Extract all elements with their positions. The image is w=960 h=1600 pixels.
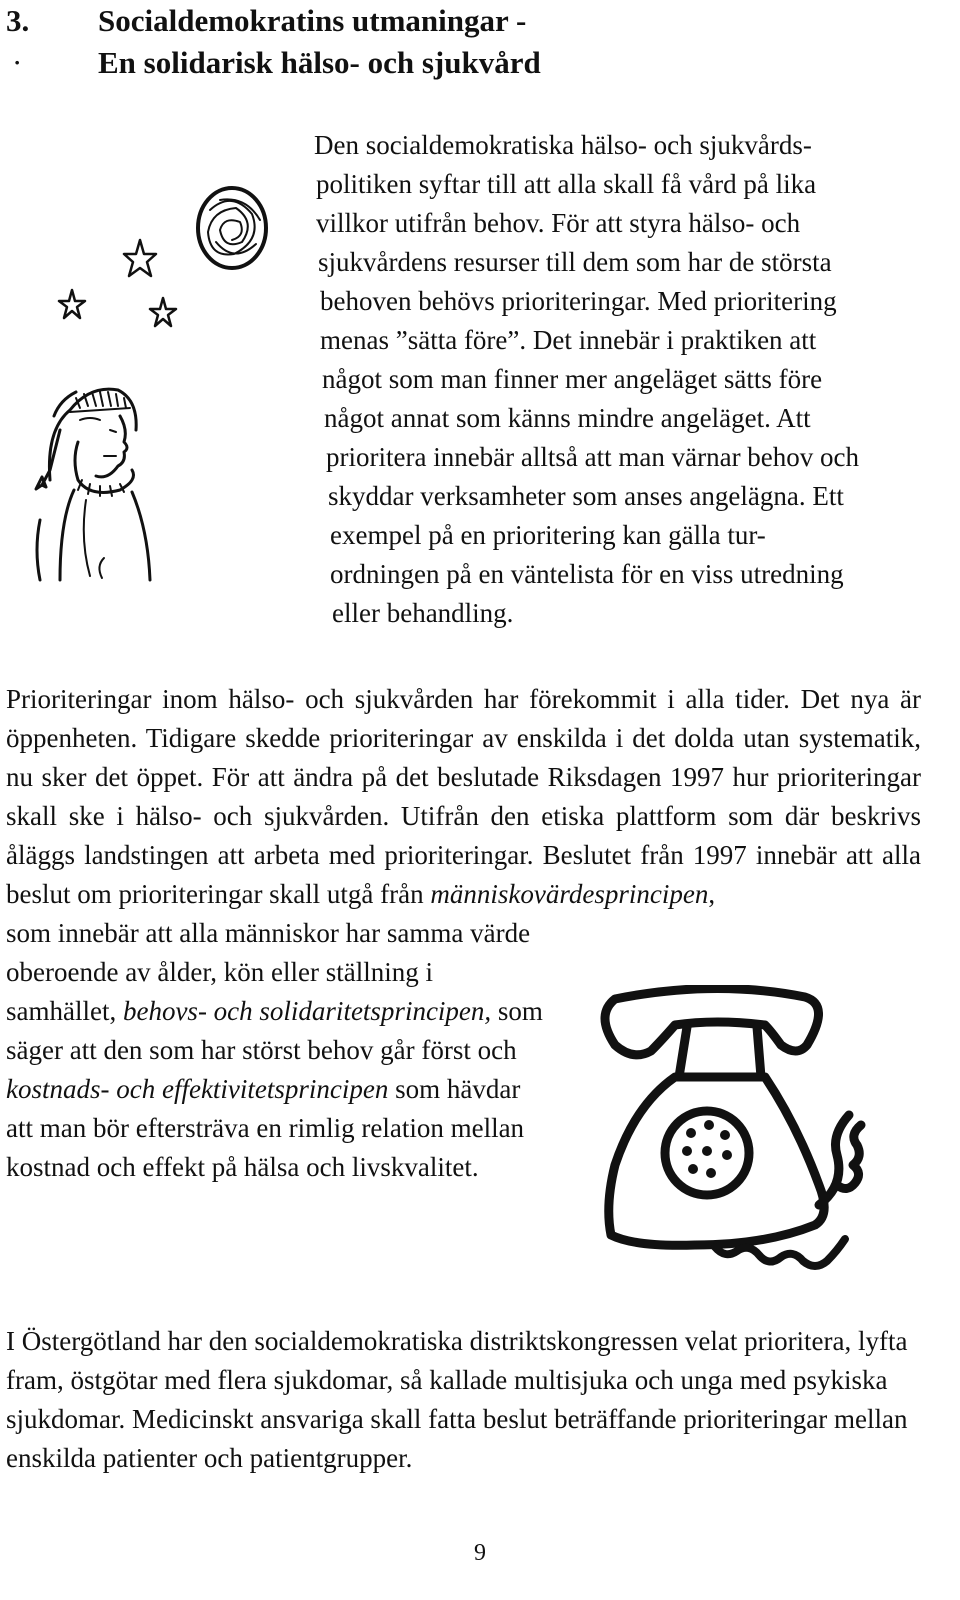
star-icon [124, 240, 156, 276]
paragraph-text: som hävdar att man bör eftersträva en rimlig relation mellan kostnad och effekt på hälsa och livskvalitet. [6, 1074, 525, 1182]
star-icon [59, 290, 85, 318]
punctuation: , [708, 879, 716, 909]
intro-line: behoven behövs prioriteringar. Med prioritering [320, 286, 837, 316]
intro-line: menas ”sätta före”. Det innebär i praktiken att [320, 325, 817, 355]
heading-bullet: · [12, 45, 23, 80]
intro-line: något annat som känns mindre angeläget. Att [324, 403, 811, 433]
intro-line: politiken syftar till att alla skall få vård på lika [316, 169, 817, 199]
intro-line: eller behandling. [332, 598, 514, 628]
chapter-title-line2: En solidarisk hälso- och sjukvård [98, 45, 541, 80]
page-number: 9 [474, 1540, 486, 1566]
telephone-illustration [575, 985, 875, 1295]
intro-line: skyddar verksamheter som anses angelägna. Ett [328, 481, 844, 511]
moon-icon [198, 188, 266, 268]
star-icon [150, 298, 176, 326]
principle-need-solidarity: behovs- och solidaritetsprincipen, [122, 996, 492, 1026]
intro-line: exempel på en prioritering kan gälla tur- [330, 520, 766, 550]
intro-line: prioritera innebär alltså att man värnar behov och [326, 442, 860, 472]
principle-human-dignity: människovärdesprincipen [430, 879, 709, 909]
principle-cost-effectiveness: kostnads- och effektivitetsprincipen [6, 1074, 389, 1104]
intro-line: sjukvårdens resurser till dem som har de största [318, 247, 832, 277]
person-figure [36, 389, 150, 580]
paragraph-text: Prioriteringar inom hälso- och sjukvården har förekommit i alla tider. Det nya är öppenheten. Tidigare skedde prioriteringar av enskilda i det dolda utan systematik, nu sker det öppet. För att ändra på det beslutade Riksdagen 1997 hur prioriteringar skall ske i hälso- och sjukvården. Utifrån den etiska plattform som där beskrivs åläggs landstingen att arbeta med prioriteringar. Beslutet från 1997 innebär att alla beslut om prioriteringar skall utgå från [6, 684, 921, 909]
intro-line: villkor utifrån behov. För att styra hälso- och [316, 208, 801, 238]
moon-stars-person-illustration [20, 180, 290, 610]
intro-line: Den socialdemokratiska hälso- och sjukvårds- [314, 130, 812, 160]
chapter-number: 3. [6, 3, 30, 38]
intro-line: ordningen på en väntelista för en viss utredning [330, 559, 844, 589]
paragraph-text: som säger att den som har störst behov går först och [6, 996, 543, 1065]
ostergotland-paragraph: I Östergötland har den socialdemokratiska distriktskongressen velat prioritera, lyfta fram, östgötar med flera sjukdomar, så kallade multisjuka och unga med psykiska sjukdomar. Medicinskt ansvariga skall fatta beslut beträffande prioriteringar mellan enskilda patienter och patientgrupper. [6, 1326, 908, 1473]
rotary-dial-icon [665, 1111, 749, 1195]
chapter-title-line1: Socialdemokratins utmaningar - [98, 3, 527, 38]
intro-line: något som man finner mer angeläget sätts före [322, 364, 823, 394]
paragraph-text: som innebär att alla människor har samma värde oberoende av ålder, kön eller ställning i samhället, [6, 918, 531, 1026]
